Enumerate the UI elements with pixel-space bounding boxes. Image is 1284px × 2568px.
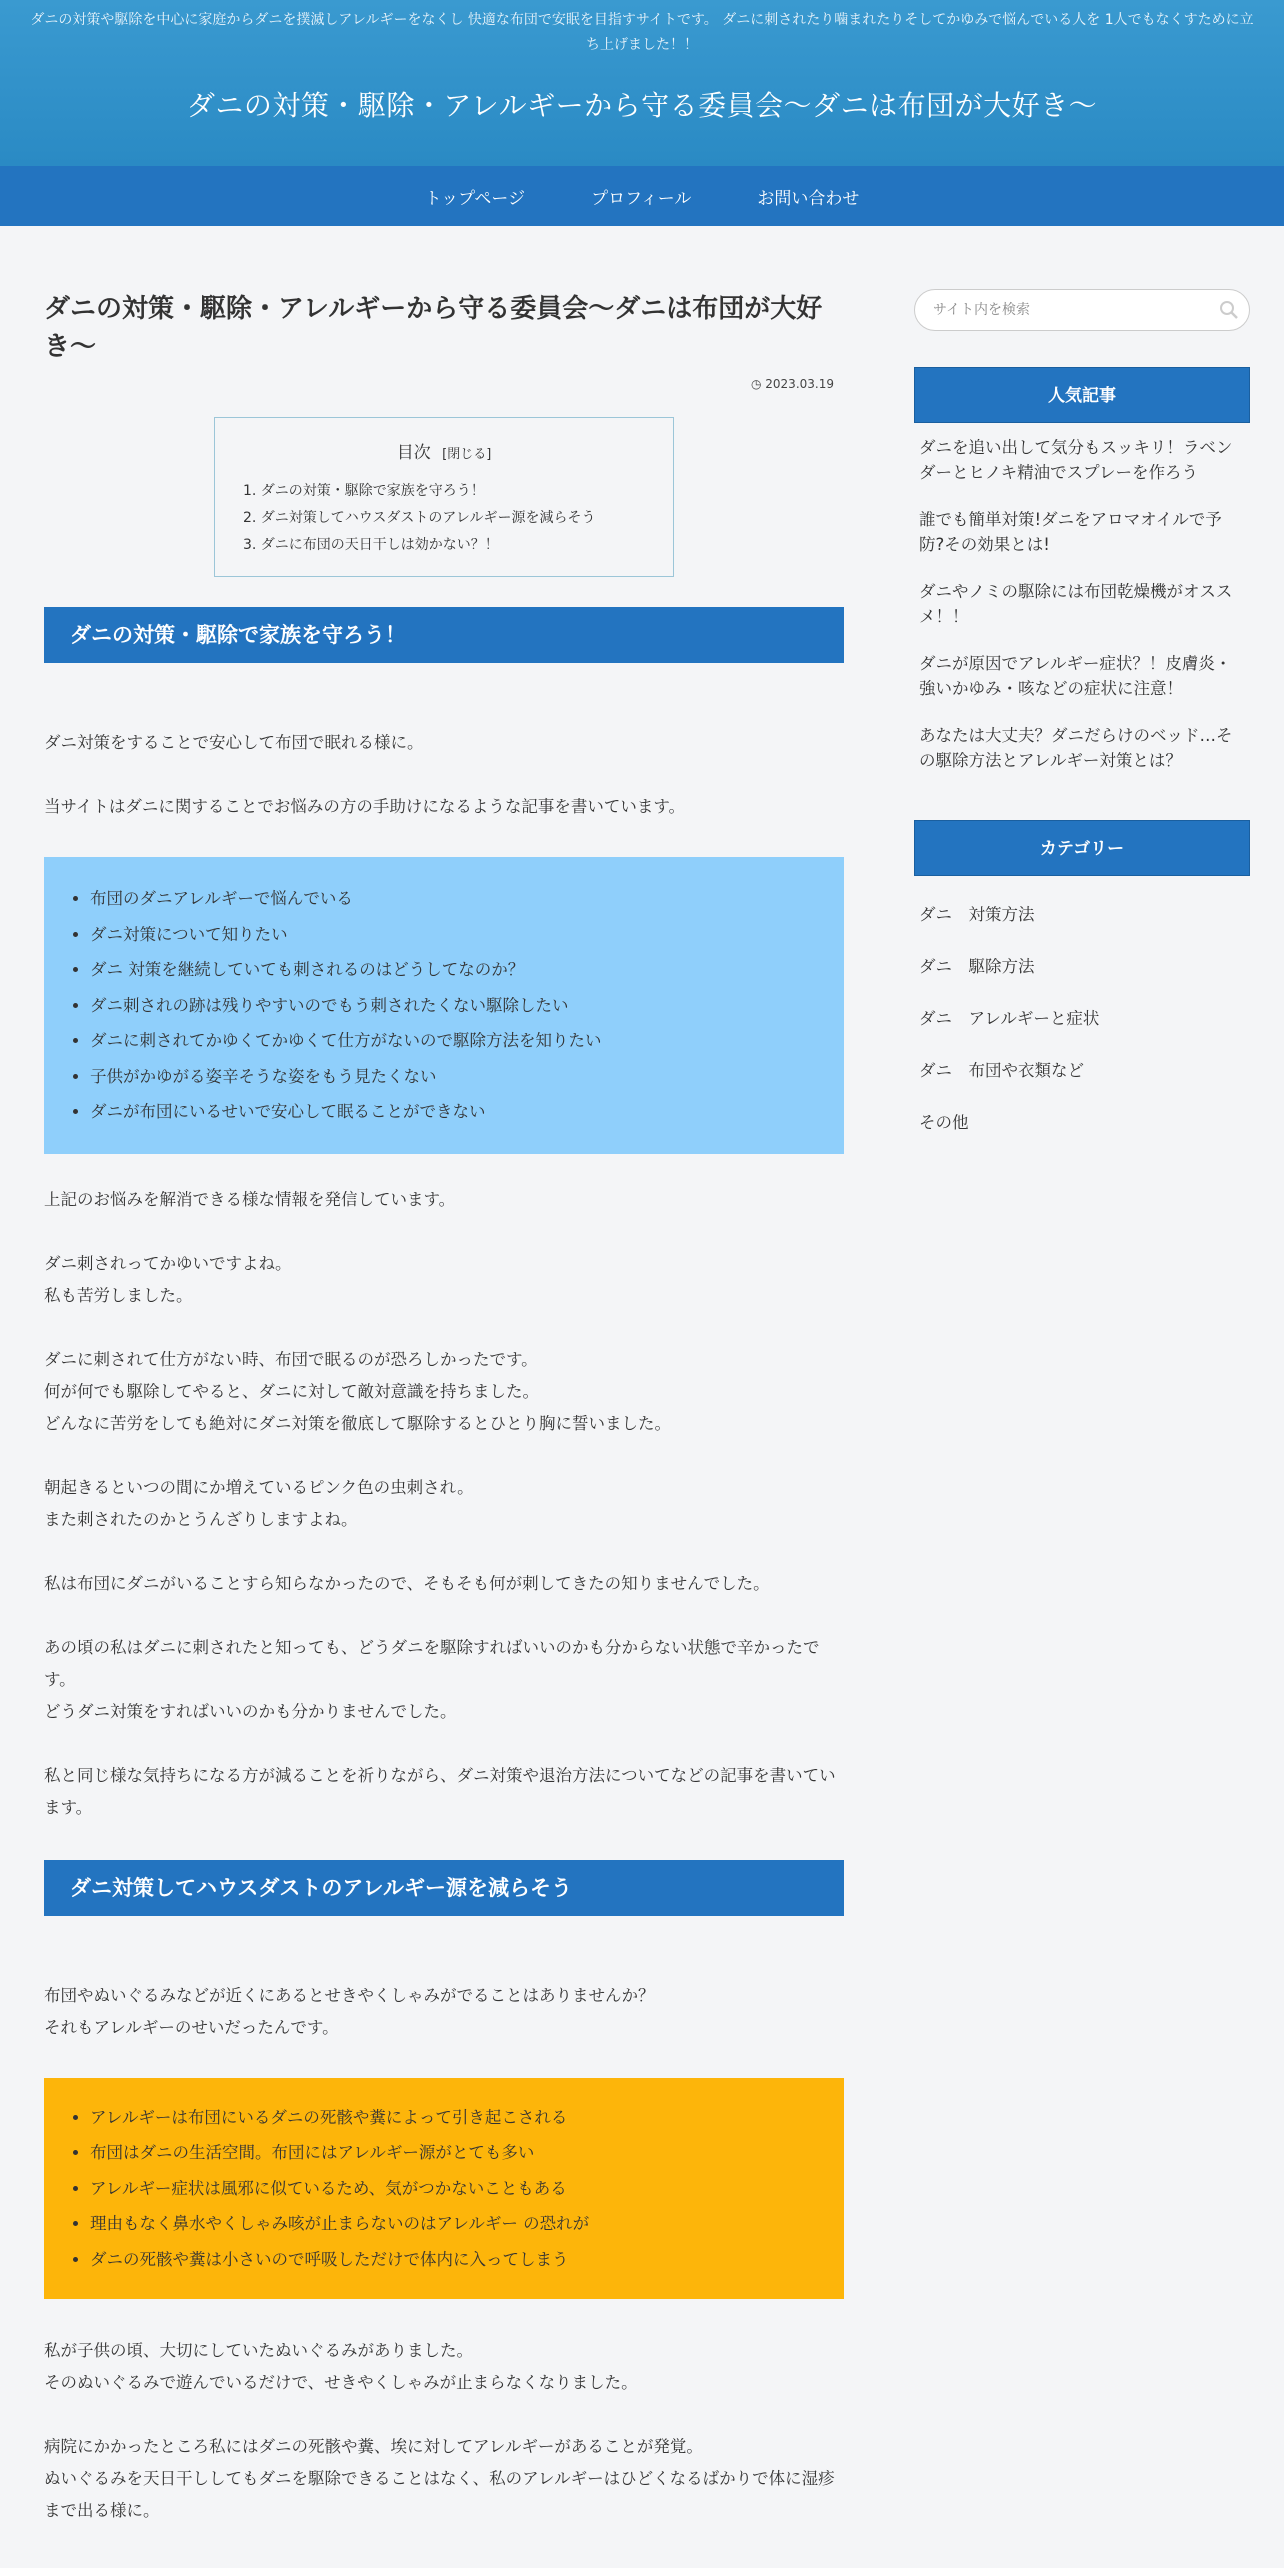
paragraph: 私は布団にダニがいることすら知らなかったので、そもそも何が刺してきたの知りませんでした。 [44, 1573, 770, 1593]
category-link[interactable]: ダニ 布団や衣類など [919, 1061, 1084, 1080]
list-item: • ダニ対策について知りたい [90, 917, 816, 953]
search-icon[interactable] [1219, 300, 1239, 320]
paragraph: どんなに苦労をしても絶対にダニ対策を徹底して駆除するとひとり胸に誓いました。 [44, 1413, 671, 1433]
nav-item-profile[interactable]: プロフィール [591, 188, 692, 209]
list-item: • アレルギーは布団にいるダニの死骸や糞によって引き起こされる [90, 2100, 816, 2136]
paragraph: ぬいぐるみを天日干ししてもダニを駆除できることはなく、私のアレルギーはひどくなるばかりで体に湿疹まで出る様に。 [44, 2469, 835, 2520]
toc-toggle-button[interactable]: [閉じる] [442, 447, 492, 462]
post-date [44, 377, 844, 391]
list-item: • 理由もなく鼻水やくしゃみ咳が止まらないのはアレルギー の恐れが [90, 2206, 816, 2242]
toc-item-1[interactable]: 1. ダニの対策・駆除で家族を守ろう！ [243, 483, 485, 499]
category-link[interactable]: その他 [919, 1113, 969, 1132]
popular-post-link[interactable]: あなたは大丈夫？ダニだらけのベッド…その駆除方法とアレルギー対策とは？ [919, 726, 1233, 770]
paragraph: 朝起きるといつの間にか増えているピンク色の虫刺され。 [44, 1477, 474, 1497]
paragraph: 何が何でも駆除してやると、ダニに対して敵対意識を持ちました。 [44, 1381, 539, 1401]
global-nav [0, 166, 1284, 226]
section-heading-1: ダニの対策・駆除で家族を守ろう！ [44, 607, 844, 663]
list-item: • ダニ刺されの跡は残りやすいのでもう刺されたくない駆除したい [90, 988, 816, 1024]
paragraph: どうダニ対策をすればいいのかも分かりませんでした。 [44, 1701, 457, 1721]
list-item: • ダニ 対策を継続していても刺されるのはどうしてなのか？ [90, 952, 816, 988]
toc-item-3[interactable]: 3. ダニに布団の天日干しは効かない？！ [243, 537, 499, 553]
paragraph: 私と同じ様な気持ちになる方が減ることを祈りながら、ダニ対策や退治方法についてなどの記事を書いています。 [44, 1765, 836, 1817]
category-link[interactable]: ダニ 駆除方法 [919, 957, 1035, 976]
category-title: カテゴリー [914, 820, 1250, 876]
site-tagline: ダニの対策や駆除を中心に家庭からダニを撲滅しアレルギーをなくし 快適な布団で安眠を目指すサイトです。 ダニに刺されたり噛まれたりそしてかゆみで悩んでいる人を 1人でもなくすために立ち上げました！！ [30, 12, 1254, 53]
paragraph: あの頃の私はダニに刺されたと知っても、どうダニを駆除すればいいのかも分からない状態で辛かったです。 [44, 1637, 820, 1689]
sidebar [914, 289, 1250, 1135]
popular-post-link[interactable]: ダニやノミの駆除には布団乾燥機がオススメ！！ [919, 582, 1233, 626]
list-item: • アレルギー症状は風邪に似ているため、気がつかないこともある [90, 2171, 816, 2207]
category-link[interactable]: ダニ アレルギーと症状 [919, 1009, 1100, 1028]
list-item: • ダニの死骸や糞は小さいので呼吸しただけで体内に入ってしまう [90, 2242, 816, 2278]
toc-item-2[interactable]: 2. ダニ対策してハウスダストのアレルギー源を減らそう [243, 510, 596, 526]
paragraph: ダニに刺されて仕方がない時、布団で眠るのが恐ろしかったです。 [44, 1349, 538, 1369]
paragraph: 私も苦労しました。 [44, 1285, 193, 1305]
paragraph: ダニ刺されってかゆいですよね。 [44, 1253, 292, 1273]
article-title: ダニの対策・駆除・アレルギーから守る委員会～ダニは布団が大好き～ [44, 293, 823, 361]
nav-item-contact[interactable]: お問い合わせ [757, 188, 860, 209]
category-list [914, 902, 1250, 1135]
site-title[interactable]: ダニの対策・駆除・アレルギーから守る委員会～ダニは布団が大好き～ [186, 89, 1098, 122]
paragraph: 当サイトはダニに関することでお悩みの方の手助けになるような記事を書いています。 [44, 797, 686, 816]
allergy-facts-box [44, 2078, 844, 2300]
paragraph: 病院にかかったところ私にはダニの死骸や糞、埃に対してアレルギーがあることが発覚。 [44, 2437, 703, 2456]
site-header [0, 0, 1284, 166]
paragraph: ダニ対策をすることで安心して布団で眠れる様に。 [44, 733, 424, 752]
popular-post-link[interactable]: ダニが原因でアレルギー症状？！皮膚炎・強いかゆみ・咳などの症状に注意！ [919, 654, 1232, 698]
list-item: • 子供がかゆがる姿辛そうな姿をもう見たくない [90, 1059, 816, 1095]
list-item: • ダニに刺されてかゆくてかゆくて仕方がないので駆除方法を知りたい [90, 1023, 816, 1059]
popular-post-link[interactable]: ダニを追い出して気分もスッキリ！ラベンダーとヒノキ精油でスプレーを作ろう [919, 438, 1233, 482]
toc-heading: 目次 [396, 443, 431, 463]
section-heading-2: ダニ対策してハウスダストのアレルギー源を減らそう [44, 1860, 844, 1916]
paragraph: そのぬいぐるみで遊んでいるだけで、せきやくしゃみが止まらなくなりました。 [44, 2373, 638, 2392]
popular-posts-title: 人気記事 [914, 367, 1250, 423]
post-date-text: 2023.03.19 [765, 377, 834, 391]
list-item: • 布団はダニの生活空間。布団にはアレルギー源がとても多い [90, 2135, 816, 2171]
list-item: • 布団のダニアレルギーで悩んでいる [90, 881, 816, 917]
nav-item-top[interactable]: トップページ [424, 188, 526, 209]
table-of-contents [214, 417, 674, 577]
popular-post-link[interactable]: 誰でも簡単対策!ダニをアロマオイルで予防?その効果とは! [919, 510, 1222, 554]
list-item: • ダニが布団にいるせいで安心して眠ることができない [90, 1094, 816, 1130]
worries-list-box [44, 857, 844, 1154]
main-article [44, 289, 844, 2527]
paragraph: 上記のお悩みを解消できる様な情報を発信しています。 [44, 1189, 456, 1209]
search-input[interactable] [915, 290, 1205, 330]
category-link[interactable]: ダニ 対策方法 [919, 905, 1035, 924]
popular-posts-list [914, 435, 1250, 773]
paragraph: それもアレルギーのせいだったんです。 [44, 2017, 339, 2037]
paragraph: また刺されたのかとうんざりしますよね。 [44, 1509, 358, 1529]
paragraph: 私が子供の頃、大切にしていたぬいぐるみがありました。 [44, 2341, 473, 2360]
clock-icon: ◷ [750, 377, 766, 391]
paragraph: 布団やぬいぐるみなどが近くにあるとせきやくしゃみがでることはありませんか？ [44, 1985, 655, 2005]
toc-header [243, 438, 645, 463]
search-box [914, 289, 1250, 331]
